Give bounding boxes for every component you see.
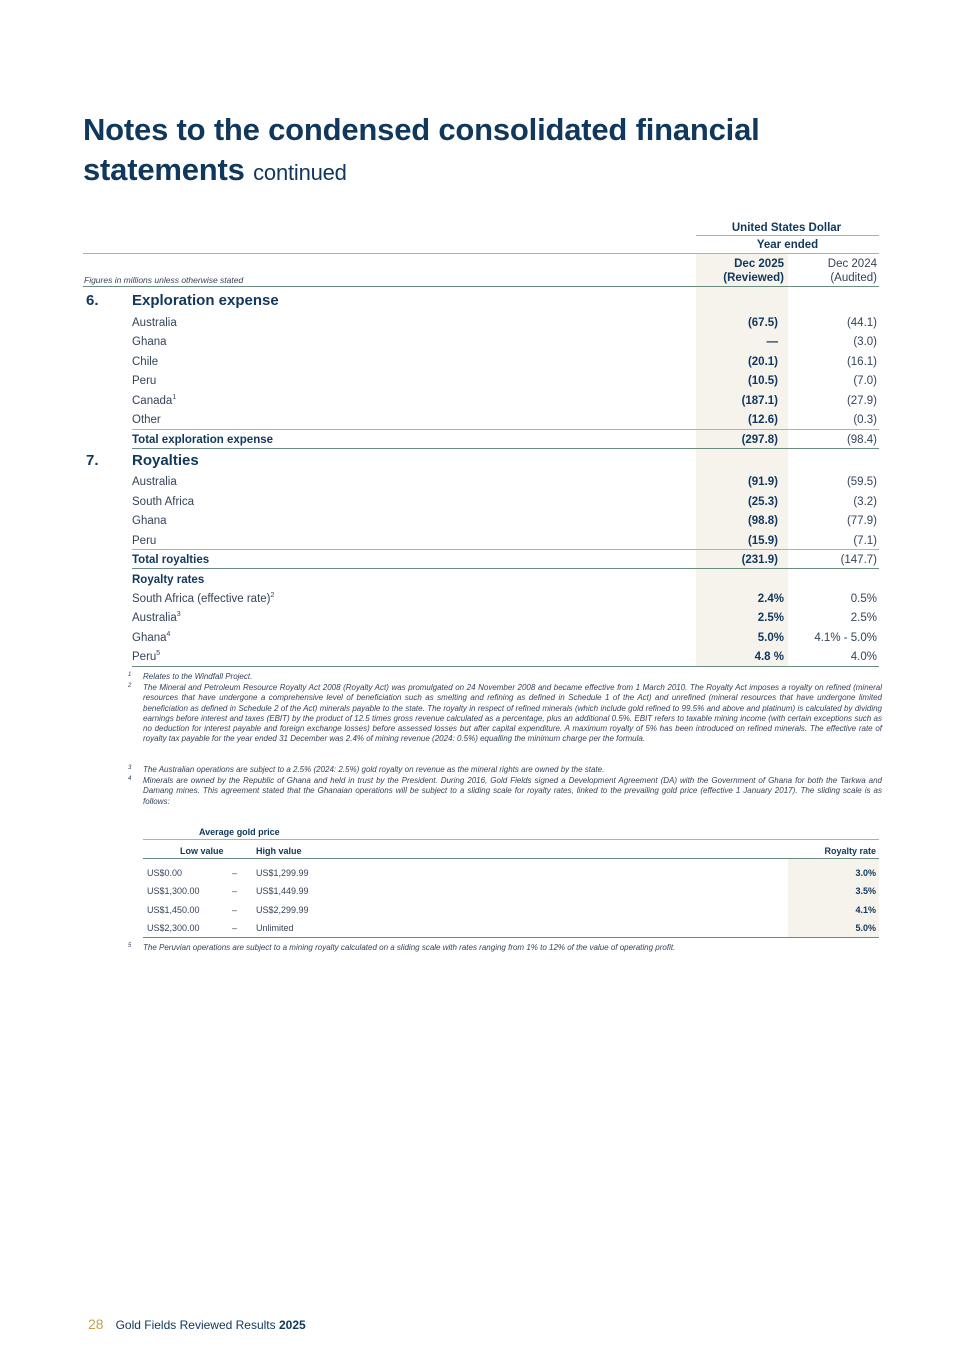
footnote-number: 1	[128, 672, 132, 678]
gold-row-rate: 4.1%	[855, 905, 876, 915]
footnote-ref: 2	[270, 592, 275, 600]
gold-row-high: Unlimited	[256, 923, 294, 933]
royalty-total-label: Total royalties	[132, 554, 210, 566]
gold-row-high: US$1,449.99	[256, 886, 309, 896]
royalty-row-2024: (59.5)	[846, 476, 877, 488]
exploration-row-2024: (3.0)	[853, 336, 877, 348]
royalty-row-2025: (98.8)	[747, 515, 778, 527]
royalty-row-label: Australia	[132, 476, 177, 488]
gold-table-rule-2	[143, 858, 879, 859]
col-dec2025-line1: Dec 2025	[734, 258, 784, 270]
gold-row-rate: 3.5%	[855, 886, 876, 896]
exploration-row-2025: (20.1)	[747, 356, 778, 368]
exploration-row-2025: (187.1)	[741, 395, 778, 407]
currency-header: United States Dollar	[731, 222, 842, 234]
header-rule-3	[83, 286, 879, 287]
page-title-suffix: continued	[253, 160, 347, 185]
royalty-row-label: Ghana	[132, 515, 167, 527]
col-dec2024-line2: (Audited)	[830, 272, 877, 284]
exploration-total-2024: (98.4)	[846, 434, 877, 446]
rate-row-2024: 4.0%	[850, 651, 877, 663]
header-rule-1	[696, 235, 879, 236]
exploration-total-label: Total exploration expense	[132, 434, 274, 446]
rate-row-2025: 2.4%	[757, 593, 784, 605]
royalty-rates-heading: Royalty rates	[132, 574, 205, 586]
footnote-number: 4	[128, 776, 132, 782]
footnote-ref: 1	[172, 394, 177, 402]
footnote-text: Minerals are owned by the Republic of Ghana and held in trust by the President. During 2016, Gold Fields signed a Development Agreement (DA) with the Government of Ghana for both the Tarkwa and Damang mines. This agreement stated that the Ghanaian operations will be subject to a sliding scale for royalty rates, linked to the prevailing gold price (effective 1 January 2017). The sliding scale is as follows:	[143, 776, 882, 806]
col-dec2024-line1: Dec 2024	[827, 258, 877, 270]
exploration-row-label: Ghana	[132, 336, 167, 348]
royalty-row-2024: (3.2)	[853, 496, 877, 508]
header-rule-2	[83, 253, 879, 254]
gold-table-rule-1	[143, 839, 879, 840]
rate-row-label	[132, 592, 274, 606]
exploration-row-2025: (67.5)	[747, 317, 778, 329]
footnote-text: The Australian operations are subject to a 2.5% (2024: 2.5%) gold royalty on revenue as the mineral rights are owned by the state.	[143, 765, 605, 774]
royalty-row-2024: (77.9)	[846, 515, 877, 527]
royalty-row-2024: (7.1)	[853, 535, 877, 547]
gold-col-high: High value	[256, 846, 302, 856]
exploration-row-2024: (16.1)	[846, 356, 877, 368]
exploration-total-rule-top	[132, 429, 879, 430]
gold-row-rate: 5.0%	[855, 923, 876, 933]
exploration-row-label: Australia	[132, 317, 177, 329]
rate-row-2025: 4.8 %	[754, 651, 784, 663]
royalty-total-rule-top	[132, 549, 879, 550]
rate-row-2025: 2.5%	[757, 612, 784, 624]
period-header: Year ended	[756, 239, 819, 251]
table-bottom-rule	[132, 666, 879, 667]
royalty-row-label: South Africa	[132, 496, 195, 508]
canada-label: Canada	[132, 395, 173, 407]
rate-label-text: South Africa (effective rate)	[132, 593, 271, 605]
rate-label-text: Ghana	[132, 632, 167, 644]
footnote-text: The Peruvian operations are subject to a mining royalty calculated on a sliding scale with rates ranging from 1% to 12% of the value of operating profit.	[143, 943, 676, 952]
page-title-line2: statements	[83, 152, 245, 187]
section-6-title: Exploration expense	[132, 292, 279, 309]
royalty-total-rule-bottom	[132, 568, 879, 569]
rate-row-label	[132, 611, 181, 625]
gold-row-low: US$1,450.00	[147, 905, 200, 915]
exploration-row-label-canada	[132, 394, 176, 408]
gold-row-low: US$1,300.00	[147, 886, 200, 896]
page-title-line1: Notes to the condensed consolidated financial	[83, 112, 760, 147]
royalty-total-2024: (147.7)	[840, 554, 877, 566]
figures-note: Figures in millions unless otherwise stated	[84, 275, 244, 285]
royalty-row-label: Peru	[132, 535, 157, 547]
exploration-row-2024: (7.0)	[853, 375, 877, 387]
section-6-number: 6.	[86, 292, 99, 309]
gold-table-group-header: Average gold price	[199, 827, 280, 837]
royalty-row-2025: (91.9)	[747, 476, 778, 488]
gold-col-low: Low value	[180, 846, 224, 856]
footer-title: Gold Fields Reviewed Results	[115, 1318, 276, 1332]
exploration-row-2024: (27.9)	[846, 395, 877, 407]
footnote-number: 5	[128, 943, 132, 949]
gold-row-high: US$2,299.99	[256, 905, 309, 915]
page-number: 28	[88, 1316, 104, 1332]
section-7-number: 7.	[86, 452, 99, 469]
exploration-row-2025: (10.5)	[747, 375, 778, 387]
exploration-row-2025: —	[766, 336, 778, 348]
rate-row-2024: 0.5%	[850, 593, 877, 605]
page-footer	[88, 1316, 306, 1332]
footnote-ref: 4	[166, 631, 171, 639]
footnote-ref: 5	[156, 650, 161, 658]
footer-year: 2025	[279, 1318, 306, 1332]
gold-col-rate: Royalty rate	[824, 846, 876, 856]
footnote-number: 2	[128, 683, 132, 689]
gold-table-bottom-rule	[143, 937, 879, 938]
footnote-number: 3	[128, 765, 132, 771]
exploration-row-label: Other	[132, 414, 161, 426]
rate-row-label	[132, 631, 170, 645]
page-title	[83, 110, 883, 193]
gold-row-dash: –	[232, 923, 238, 933]
exploration-total-2025: (297.8)	[741, 434, 778, 446]
footnote-text: Relates to the Windfall Project.	[143, 672, 253, 681]
exploration-row-label: Chile	[132, 356, 159, 368]
exploration-row-2024: (44.1)	[846, 317, 877, 329]
rate-label-text: Australia	[132, 612, 177, 624]
royalty-row-2025: (25.3)	[747, 496, 778, 508]
gold-row-rate: 3.0%	[855, 868, 876, 878]
royalty-row-2025: (15.9)	[747, 535, 778, 547]
footnote-text: The Mineral and Petroleum Resource Royalty Act 2008 (Royalty Act) was promulgated on 24 November 2008 and became effective from 1 March 2010. The Royalty Act imposes a royalty on refined (mineral resources that have undergone a comprehensive level of beneficiation such as smelting and refining as defined in Schedule 1 of the Act) and unrefined (mineral resources that have undergone limited beneficiation as defined in Schedule 2 of the Act) minerals payable to the state. The royalty in respect of refined minerals (which include gold refined to 99.5% and above and platinum) is calculated by dividing earnings before interest and taxes (EBIT) by the product of 12.5 times gross revenue calculated as a percentage, plus an additional 0.5%. EBIT refers to taxable mining income (with certain exceptions such as no deduction for interest payable and foreign exchange losses) before assessed losses but after capital expenditure. A maximum royalty of 5% has been introduced on refined minerals. The effective rate of royalty tax payable for the year ended 31 December was 2.4% of mining revenue (2024: 0.5%) equalling the minimum charge per the formula.	[143, 683, 882, 744]
gold-row-low: US$0.00	[147, 868, 183, 878]
gold-row-high: US$1,299.99	[256, 868, 309, 878]
exploration-row-2024: (0.3)	[853, 414, 877, 426]
col-dec2025-line2: (Reviewed)	[723, 272, 784, 284]
gold-row-dash: –	[232, 886, 238, 896]
royalty-total-2025: (231.9)	[741, 554, 778, 566]
rate-row-2024: 2.5%	[850, 612, 877, 624]
gold-row-low: US$2,300.00	[147, 923, 200, 933]
section-7-title: Royalties	[132, 452, 199, 469]
rate-row-label	[132, 650, 160, 664]
gold-row-dash: –	[232, 868, 238, 878]
footnote-ref: 3	[176, 611, 181, 619]
exploration-row-2025: (12.6)	[747, 414, 778, 426]
rate-row-2025: 5.0%	[757, 632, 784, 644]
rate-row-2024: 4.1% - 5.0%	[814, 632, 877, 644]
gold-row-dash: –	[232, 905, 238, 915]
exploration-total-rule-bottom	[132, 448, 879, 449]
exploration-row-label: Peru	[132, 375, 157, 387]
rate-label-text: Peru	[132, 651, 157, 663]
